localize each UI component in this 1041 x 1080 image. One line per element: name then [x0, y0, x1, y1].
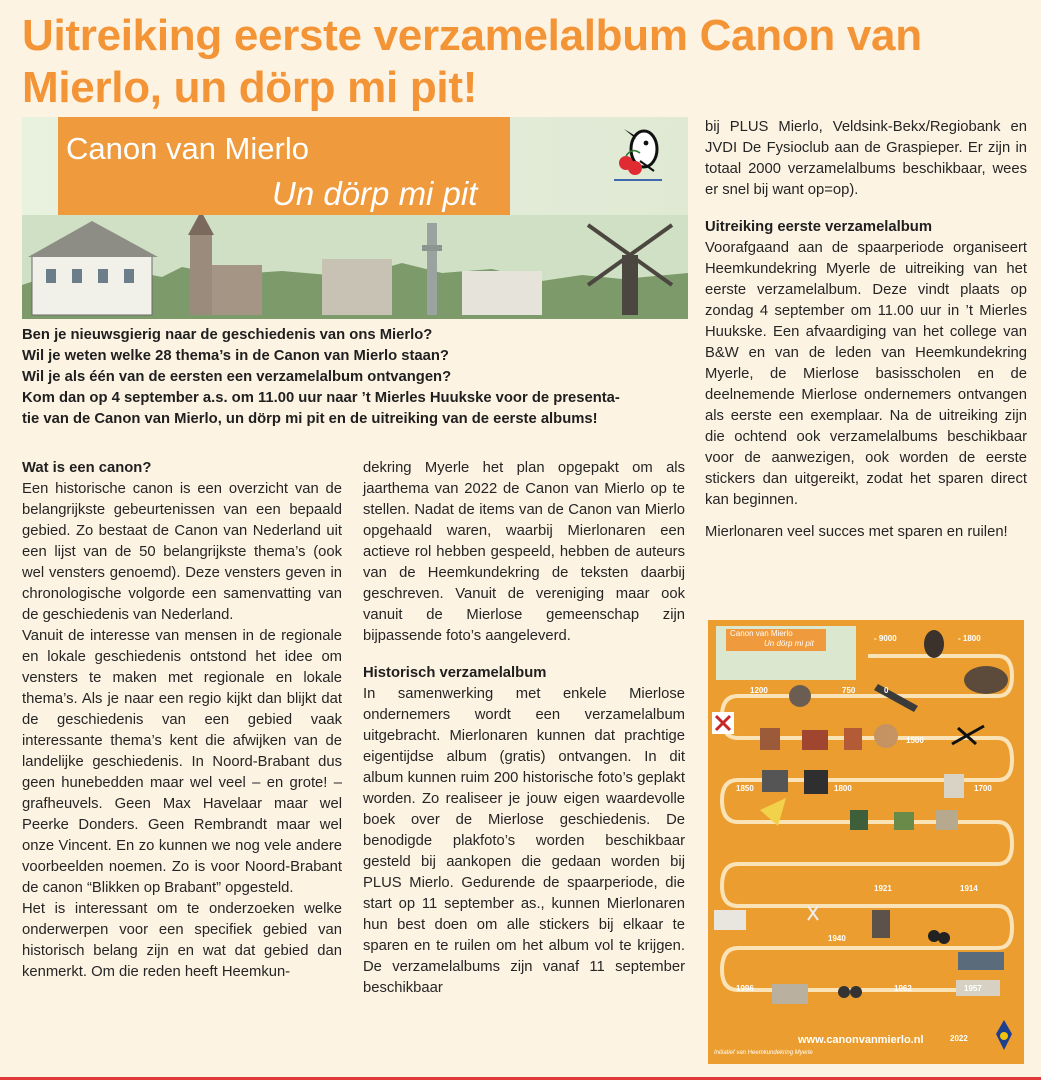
poster-header	[716, 626, 856, 680]
poster-year: 1962	[894, 984, 912, 993]
poster-head-line-1: Canon van Mierlo	[730, 629, 793, 638]
paragraph: Voorafgaand aan de spaarperiode organiseert Heemkundekring Myerle de uitreiking van het eerste verzamelalbum. Deze vindt plaats op zondag 4 september om 11.00 uur in ’t Mierles Huukske. Een afvaardiging van het college van B&W en van de leden van Heemkundekring Myerle, de Mierlose basisscholen en de deelnemende Mierlose ondernemers ontvangen als eerste een exemplaar. Na de uitreiking zijn die ochtend ook verzamelalbums beschikbaar voor de aanwezigen, ook worden de eerste stickers dan uitgereikt, zodat het sparen direct kan beginnen.	[705, 240, 1027, 508]
intro-questions	[22, 325, 692, 430]
poster-year: 1700	[974, 784, 992, 793]
heading-wat-is-een-canon: Wat is een canon?	[22, 460, 152, 476]
paragraph: Mierlonaren veel succes met sparen en ruilen!	[705, 524, 1008, 540]
paragraph: Het is interessant om te onderzoeken welke onderwerpen voor een specifiek gebied van historisch belang zijn en wat dat gebied dan kenmerkt. Om die reden heeft Heemkun-	[22, 901, 342, 980]
intro-line: Kom dan op 4 september a.s. om 11.00 uur naar ’t Mierles Huukske voor de presenta-	[22, 390, 620, 406]
poster-url: www.canonvanmierlo.nl	[798, 1034, 924, 1046]
village-skyline-illustration	[22, 215, 688, 319]
heading-historisch-verzamelalbum: Historisch verzamelalbum	[363, 665, 547, 681]
poster-head-line-2: Un dörp mi pit	[764, 639, 814, 648]
poster-year: 1921	[874, 884, 892, 893]
poster-year: - 1800	[958, 634, 981, 643]
poster-year: 1914	[960, 884, 978, 893]
poster-year: 1800	[834, 784, 852, 793]
intro-line: tie van de Canon van Mierlo, un dörp mi pit en de uitreiking van de eerste albums!	[22, 411, 598, 427]
poster-footer: Initiatief van Heemkundekring Myerle	[714, 1050, 813, 1056]
poster-year: 1200	[750, 686, 768, 695]
intro-line: Wil je als één van de eersten een verzamelalbum ontvangen?	[22, 369, 452, 385]
canon-banner-image	[22, 117, 688, 319]
heading-uitreiking: Uitreiking eerste verzamelalbum	[705, 219, 932, 235]
poster-year: 1996	[736, 984, 754, 993]
poster-year: 1850	[736, 784, 754, 793]
title-line-1: Uitreiking eerste verzamelalbum Canon van	[22, 11, 922, 60]
poster-year: 2022	[950, 1034, 968, 1043]
article-title	[22, 10, 1022, 114]
paragraph: In samenwerking met enkele Mierlose ondernemers wordt een verzamelalbum uitgebracht. Mierlonaren kunnen dat prachtige eigentijdse album (gratis) ontvangen. In dit album kunnen ruim 200 historische foto’s geplakt worden. Zo realiseer je jouw eigen waardevolle boek over de Mierlose geschiedenis. De benodigde plakfoto’s worden beschikbaar gesteld bij aankopen die gedaan worden bij PLUS Mierlo. Gedurende de spaarperiode, die start op 11 september as., kunnen Mierlonaren hun best doen om alle stickers bij elkaar te sparen en te ruilen om het album vol te krijgen. De verzamelalbums zijn vanaf 11 september beschikbaar	[363, 686, 685, 996]
paragraph: Een historische canon is een overzicht van de belangrijkste gebeurtenissen van een bepaald gebied. Zo bestaat de Canon van Nederland uit een lijst van de 50 belangrijkste thema’s (ook wel vensters genoemd). Deze vensters geven in chronologische volgorde een samenvatting van de geschiedenis van Nederland.	[22, 481, 342, 623]
banner-line-2: Un dörp mi pit	[272, 175, 478, 212]
poster-year: 750	[842, 686, 856, 695]
paragraph: bij PLUS Mierlo, Veldsink-Bekx/Regiobank en JVDI De Fysioclub aan de Graspieper. Er zijn in totaal 2000 verzamelalbums beschikbaar, wees er snel bij want op=op).	[705, 119, 1027, 198]
intro-line: Ben je nieuwsgierig naar de geschiedenis van ons Mierlo?	[22, 327, 433, 343]
poster-year: 1940	[828, 934, 846, 943]
banner-line-1: Canon van Mierlo	[66, 131, 309, 166]
album-poster-image	[708, 620, 1024, 1064]
bird-logo-icon	[610, 123, 666, 187]
paragraph: Vanuit de interesse van mensen in de regionale en lokale geschiedenis ontstond het idee om vensters te maken met regionale en lokale thema’s. Als je naar een regio kijkt dan blijkt dat de geschiedenis van een gebied vaak interessante thema’s kent die afwijken van de landelijke geschiedenis. In Noord-Brabant dus geen hunebedden maar wel veel – en grote! – grafheuvels. Geen Max Havelaar maar wel Peerke Donders. Geen Rembrandt maar wel onze Vincent. En zo kunnen we nog vele andere voorbeelden noemen. Zo is voor Noord-Brabant de canon “Blikken op Brabant” opgesteld.	[22, 628, 342, 896]
intro-line: Wil je weten welke 28 thema’s in de Canon van Mierlo staan?	[22, 348, 449, 364]
poster-year: 0	[884, 686, 889, 695]
paragraph: dekring Myerle het plan opgepakt om als jaarthema van 2022 de Canon van Mierlo op te stellen. Nadat de items van de Canon van Mierlo opgehaald waren, waarbij Mierlonaren een actieve rol hebben gespeeld, hebben de auteurs van de Heemkundekring de teksten daarbij geschreven. Vanuit de vereniging maar ook vanuit de Mierlose gemeenschap zijn bijpassende foto’s aangeleverd.	[363, 460, 685, 644]
column-1	[22, 458, 342, 983]
column-2	[363, 458, 685, 999]
column-3	[705, 117, 1027, 543]
poster-year: - 9000	[874, 634, 897, 643]
title-line-2: Mierlo, un dörp mi pit!	[22, 63, 478, 112]
poster-year: 1500	[906, 736, 924, 745]
poster-year: 1957	[964, 984, 982, 993]
